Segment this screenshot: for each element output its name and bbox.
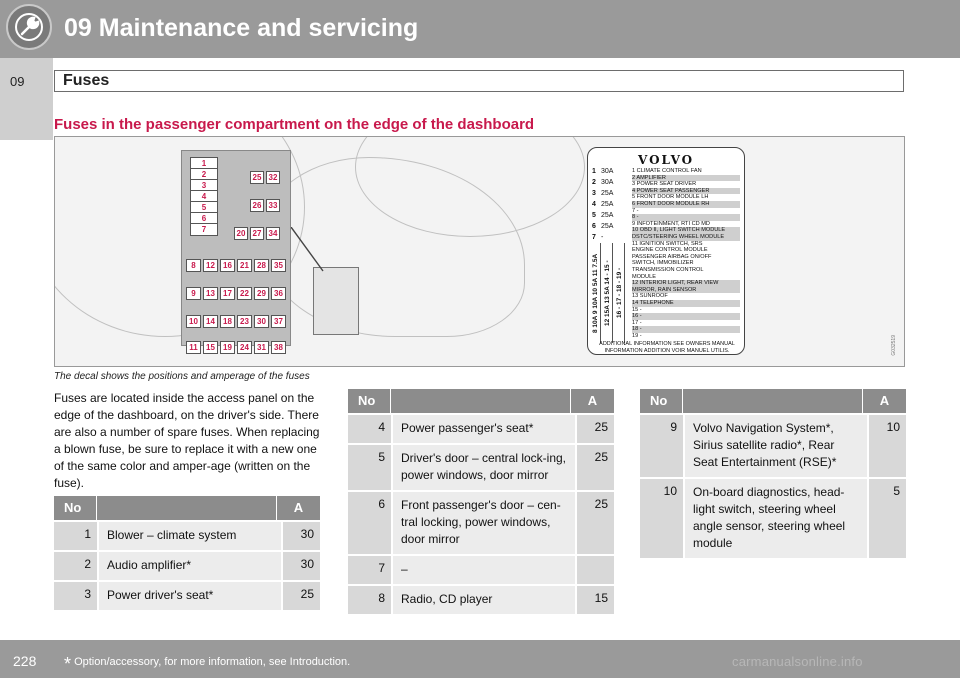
decal-footer-line: ADDITIONAL INFORMATION SEE OWNERS MANUAL <box>599 341 735 347</box>
fuse-label: 4 <box>190 190 218 203</box>
fuse-description-cell: Radio, CD player <box>393 586 575 614</box>
page-number: 228 <box>13 653 37 669</box>
decal-description-line: 8 - <box>632 214 740 221</box>
fuse-label: 11 <box>186 341 201 354</box>
table-header <box>54 496 320 520</box>
decal-fuse-amp: 25A <box>601 201 614 208</box>
fuse-label: 1 <box>190 157 218 170</box>
fuse-number-cell: 7 <box>348 556 391 584</box>
fuse-number-cell: 8 <box>348 586 391 614</box>
decal-description-line: MIRROR, RAIN SENSOR <box>632 287 740 294</box>
fuse-label: 19 <box>220 341 235 354</box>
decal-description-line: 13 SUNROOF <box>632 293 668 300</box>
fuse-table-3 <box>640 389 906 558</box>
page-header <box>0 0 960 58</box>
fuse-label: 30 <box>254 315 269 328</box>
table-row <box>640 479 906 558</box>
footnote-star: * <box>64 654 72 674</box>
fuse-number-cell: 6 <box>348 492 391 554</box>
decal-description-line: 10 OBD II, LIGHT SWITCH MODULE <box>632 227 740 234</box>
decal-description-line: 12 INTERIOR LIGHT, REAR VIEW <box>632 280 740 287</box>
fuse-label: 15 <box>203 341 218 354</box>
table-row <box>640 415 906 477</box>
column-header-description <box>683 389 863 413</box>
decal-description-line: 16 - <box>632 313 740 320</box>
fuse-amperage-cell <box>577 556 614 584</box>
fuse-label: 6 <box>190 212 218 225</box>
decal-description-line: 9 INFOTEINMENT, RTI CD MD <box>632 220 710 227</box>
decal-fuse-amp: 25A <box>601 212 614 219</box>
decal-description-line: TRANSMISSION CONTROL <box>632 267 704 273</box>
column-header-no: No <box>54 496 97 520</box>
fuse-amperage-cell: 25 <box>577 415 614 443</box>
column-header-description <box>97 496 277 520</box>
fuse-amperage-cell: 30 <box>283 522 320 550</box>
fuse-table-1 <box>54 496 320 610</box>
fuse-description-cell: Front passenger's door – cen-tral locking, power windows, door mirror <box>393 492 575 554</box>
decal-description-line: 2 AMPLIFIER <box>632 175 740 182</box>
fuse-number-cell: 10 <box>640 479 683 558</box>
fuse-label: 27 <box>250 227 264 240</box>
decal-description-line: 1 CLIMATE CONTROL FAN <box>632 168 702 174</box>
fuse-amperage-cell: 25 <box>577 445 614 490</box>
fuse-box-diagram <box>181 150 291 352</box>
column-header-no: No <box>640 389 683 413</box>
fuse-description-cell: Power driver's seat* <box>99 582 281 610</box>
decal-amp-row <box>592 167 632 176</box>
decal-amp-row <box>592 189 632 198</box>
column-header-amps: A <box>293 500 304 515</box>
decal-fuse-number: 3 <box>592 190 596 197</box>
decal-vertical-column: 16 - 17 - 18 - 19 - <box>616 243 625 343</box>
fuse-label: 29 <box>254 287 269 300</box>
fuse-label: 22 <box>237 287 252 300</box>
figure-code: G032519 <box>891 335 897 356</box>
chapter-number: 09 <box>10 74 25 89</box>
intro-text: Fuses are located inside the access panel on the edge of the dashboard, on the driver's side. There are also a number of spare fuses. When replacing a blown fuse, be sure to replace it with a new one of the same color and amper-age (written on the fuse). <box>54 391 320 490</box>
decal-description-line: 19 - <box>632 333 642 339</box>
decal-description-line: 11 IGNITION SWITCH, SRS <box>632 240 703 247</box>
decal-description-line: SWITCH, IMMOBILIZER <box>632 260 694 267</box>
fuse-number-cell: 3 <box>54 582 97 610</box>
decal-description-line: 7 - <box>632 207 639 214</box>
decal-amp-row <box>592 178 632 187</box>
decal-fuse-amp: - <box>601 234 604 241</box>
figure-caption: The decal shows the positions and amperage of the fuses <box>54 371 310 382</box>
fuse-description-cell: – <box>393 556 575 584</box>
decal-fuse-number: 2 <box>592 179 596 186</box>
decal-fuse-amp: 25A <box>601 223 614 230</box>
fuse-description-cell: Audio amplifier* <box>99 552 281 580</box>
fuse-table-2 <box>348 389 614 614</box>
fuse-label: 16 <box>220 259 235 272</box>
fuse-label: 8 <box>186 259 201 272</box>
table-header <box>640 389 906 413</box>
decal-fuse-amp: 25A <box>601 190 614 197</box>
section-bar <box>54 70 904 92</box>
watermark: carmanualsonline.info <box>732 654 863 669</box>
volvo-logo: VOLVO <box>638 153 695 167</box>
decal-vertical-column: 12 15A 13 5A 14 - 15 - <box>604 243 613 343</box>
decal-description-line: 17 - <box>632 319 642 326</box>
fuse-label: 18 <box>220 315 235 328</box>
decal-description-line: 14 TELEPHONE <box>632 300 740 307</box>
fuse-label: 17 <box>220 287 235 300</box>
fuse-label: 21 <box>237 259 252 272</box>
leader-line <box>291 227 331 277</box>
fuse-label: 34 <box>266 227 280 240</box>
fuse-amperage-cell: 25 <box>577 492 614 554</box>
decal-fuse-number: 7 <box>592 234 596 241</box>
fuse-label: 25 <box>250 171 264 184</box>
fuse-label: 5 <box>190 201 218 214</box>
decal-description-line: 4 POWER SEAT PASSENGER <box>632 188 740 195</box>
fuse-label: 20 <box>234 227 248 240</box>
decal-description-line: 18 - <box>632 326 740 333</box>
table-row <box>54 522 320 550</box>
fuse-figure <box>54 136 905 367</box>
fuse-label: 10 <box>186 315 201 328</box>
fuse-number-cell: 4 <box>348 415 391 443</box>
fuse-label: 35 <box>271 259 286 272</box>
table-row <box>348 586 614 614</box>
table-row <box>348 556 614 584</box>
decal-fuse-number: 1 <box>592 168 596 175</box>
decal-fuse-amp: 30A <box>601 179 614 186</box>
fuse-description-cell: Blower – climate system <box>99 522 281 550</box>
fuse-amperage-cell: 25 <box>283 582 320 610</box>
decal-footer <box>594 341 740 355</box>
fuse-label: 36 <box>271 287 286 300</box>
footnote <box>64 654 350 675</box>
column-header-amps: A <box>587 393 598 408</box>
fuse-label: 23 <box>237 315 252 328</box>
fuse-label: 33 <box>266 199 280 212</box>
subheading: Fuses in the passenger compartment on the edge of the dashboard <box>54 116 535 133</box>
decal-fuse-number: 6 <box>592 223 596 230</box>
fuse-label: 14 <box>203 315 218 328</box>
fuse-amperage-cell: 5 <box>869 479 906 558</box>
fuse-description-cell: Power passenger's seat* <box>393 415 575 443</box>
fuse-label: 24 <box>237 341 252 354</box>
fuse-number-cell: 2 <box>54 552 97 580</box>
decal-description-line: ENGINE CONTROL MODULE <box>632 247 708 254</box>
chapter-title: 09 Maintenance and servicing <box>64 14 419 42</box>
decal-description-line: 6 FRONT DOOR MODULE RH <box>632 201 740 208</box>
fuse-label: 2 <box>190 168 218 181</box>
decal-fuse-amp: 30A <box>601 168 614 175</box>
decal-footer-line: INFORMATION ADDITION VOIR MANUEL UTILIS. <box>604 348 730 354</box>
fuse-description-cell: Volvo Navigation System*, Sirius satellite radio*, Rear Seat Entertainment (RSE)* <box>685 415 867 477</box>
fuse-label: 26 <box>250 199 264 212</box>
wrench-icon <box>6 4 52 50</box>
fuse-description-cell: On-board diagnostics, head-light switch, steering wheel angle sensor, steering wheel module <box>685 479 867 558</box>
column-header-description <box>391 389 571 413</box>
fuse-label: 13 <box>203 287 218 300</box>
table-row <box>54 552 320 580</box>
fuse-description-cell: Driver's door – central lock-ing, power windows, door mirror <box>393 445 575 490</box>
fuse-label: 12 <box>203 259 218 272</box>
fuse-label: 37 <box>271 315 286 328</box>
fuse-label: 28 <box>254 259 269 272</box>
fuse-amperage-cell: 30 <box>283 552 320 580</box>
table-header <box>348 389 614 413</box>
decal-vertical-column: 8 10A 9 10A 10 5A 11 7.5A <box>592 243 601 343</box>
table-row <box>348 445 614 490</box>
fuse-number-cell: 1 <box>54 522 97 550</box>
fuse-amperage-cell: 15 <box>577 586 614 614</box>
table-row <box>54 582 320 610</box>
fuse-decal <box>587 147 745 355</box>
fuse-label: 32 <box>266 171 280 184</box>
fuse-amperage-cell: 10 <box>869 415 906 477</box>
fuse-label: 3 <box>190 179 218 192</box>
decal-amp-row <box>592 222 632 231</box>
section-title: Fuses <box>63 72 110 89</box>
footnote-text: Option/accessory, for more information, see Introduction. <box>71 656 351 668</box>
fuse-number-cell: 5 <box>348 445 391 490</box>
decal-description-line: 3 POWER SEAT DRIVER <box>632 181 697 188</box>
decal-description-line: PASSENGER AIRBAG ON/OFF <box>632 253 712 260</box>
fuse-label: 7 <box>190 223 218 236</box>
decal-description-line: MODULE <box>632 273 656 280</box>
column-header-no: No <box>348 389 391 413</box>
fuse-number-cell: 9 <box>640 415 683 477</box>
chapter-side-tab <box>0 58 53 140</box>
table-row <box>348 492 614 554</box>
column-header-amps: A <box>879 393 890 408</box>
decal-amp-row <box>592 233 632 242</box>
table-row <box>348 415 614 443</box>
access-panel <box>313 267 359 335</box>
fuse-label: 31 <box>254 341 269 354</box>
fuse-label: 9 <box>186 287 201 300</box>
fuse-label: 38 <box>271 341 286 354</box>
decal-fuse-number: 4 <box>592 201 596 208</box>
decal-vertical-amps <box>592 243 628 343</box>
decal-amp-row <box>592 200 632 209</box>
decal-amp-row <box>592 211 632 220</box>
decal-description-line: 5 FRONT DOOR MODULE LH <box>632 194 709 201</box>
decal-fuse-number: 5 <box>592 212 596 219</box>
decal-description-line: DSTC/STEERING WHEEL MODULE <box>632 234 740 241</box>
decal-description-line: 15 - <box>632 306 642 313</box>
